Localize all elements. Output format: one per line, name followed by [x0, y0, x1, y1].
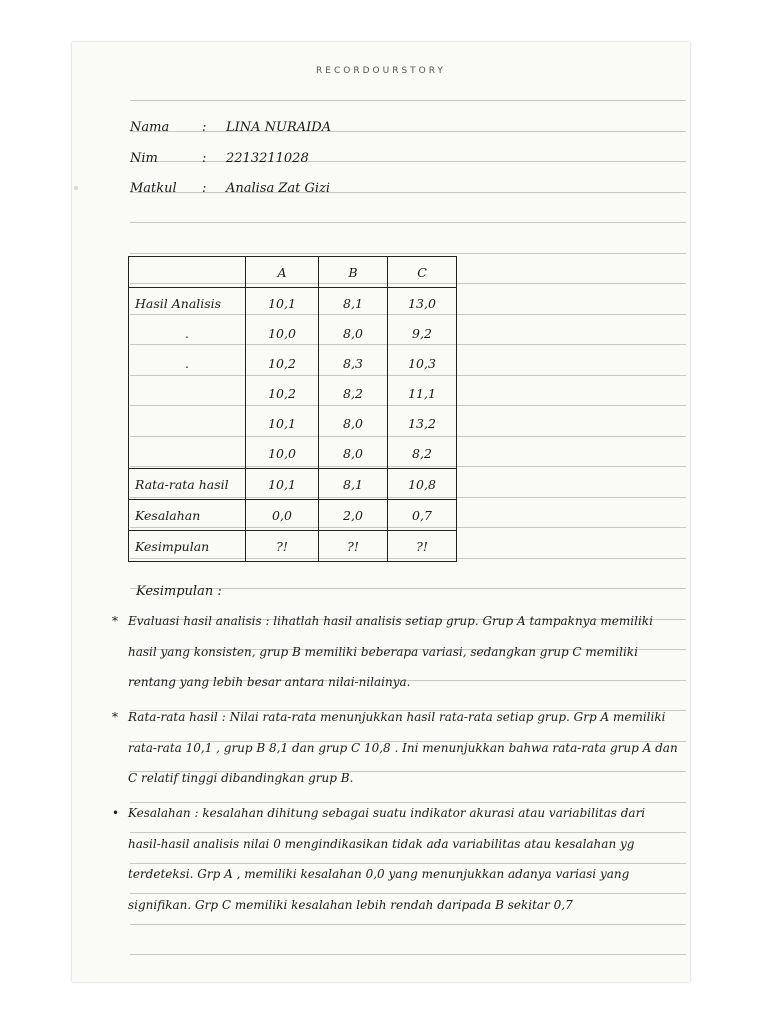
course-colon: : — [202, 181, 207, 196]
bullet-marker: • — [112, 806, 120, 820]
conclusion-c: ?! — [388, 531, 457, 562]
ruled-line — [130, 192, 686, 193]
cell-c: 13,0 — [388, 288, 457, 319]
cell-b: 8,3 — [319, 348, 388, 378]
cell-c: 10,3 — [388, 348, 457, 378]
header-b: B — [319, 257, 388, 288]
bullet-marker: * — [112, 614, 118, 628]
binder-hole — [74, 186, 78, 190]
average-row — [129, 469, 457, 500]
error-a: 0,0 — [246, 500, 319, 531]
table-row — [129, 318, 457, 348]
ruled-line — [130, 222, 686, 223]
average-label: Rata-rata hasil — [129, 469, 246, 500]
ruled-line — [130, 131, 686, 132]
notebook-page — [72, 42, 690, 982]
conclusion-label: Kesimpulan — [129, 531, 246, 562]
conclusion-point-error — [112, 798, 680, 920]
notebook-brand-header: RECORDOURSTORY — [316, 66, 446, 76]
table-row — [129, 348, 457, 378]
cell-b: 8,0 — [319, 438, 388, 469]
cell-c: 9,2 — [388, 318, 457, 348]
cell-c: 13,2 — [388, 408, 457, 438]
cell-b: 8,1 — [319, 288, 388, 319]
row-label: . — [129, 348, 246, 378]
table-row — [129, 438, 457, 469]
row-label — [129, 378, 246, 408]
conclusion-b: ?! — [319, 531, 388, 562]
nim-value: 2213211028 — [226, 151, 309, 166]
cell-c: 11,1 — [388, 378, 457, 408]
error-row — [129, 500, 457, 531]
name-colon: : — [202, 120, 207, 135]
name-label: Nama — [130, 120, 170, 135]
row-label — [129, 438, 246, 469]
cell-a: 10,1 — [246, 408, 319, 438]
ruled-line — [130, 954, 686, 955]
table-row — [129, 288, 457, 319]
row-label: Hasil Analisis — [129, 288, 246, 319]
error-label: Kesalahan — [129, 500, 246, 531]
cell-a: 10,1 — [246, 288, 319, 319]
conclusion-title: Kesimpulan : — [136, 584, 222, 599]
conclusion-point-text: Kesalahan : kesalahan dihitung sebagai suatu indikator akurasi atau variabilitas dari hasil-hasil analisis nilai 0 mengindikasikan tidak ada variabilitas atau kesalahan yg terdeteksi. Grp A , memiliki kesalahan 0,0 yang menunjukkan adanya variasi yang signifikan. Grp C memiliki kesalahan lebih rendah daripada B sekitar 0,7 — [128, 806, 646, 912]
header-c: C — [388, 257, 457, 288]
results-table — [128, 256, 457, 562]
course-label: Matkul — [130, 181, 177, 196]
conclusion-a: ?! — [246, 531, 319, 562]
ruled-line — [130, 100, 686, 101]
conclusion-point-average — [112, 702, 680, 794]
conclusion-point-text: Rata-rata hasil : Nilai rata-rata menunjukkan hasil rata-rata setiap grup. Grp A memiliki rata-rata 10,1 , grup B 8,1 dan grup C 10,8 . Ini menunjukkan bahwa rata-rata grup A dan C relatif tinggi dibandingkan grup B. — [128, 710, 678, 785]
cell-c: 8,2 — [388, 438, 457, 469]
cell-b: 8,0 — [319, 318, 388, 348]
ruled-line — [130, 924, 686, 925]
row-label: . — [129, 318, 246, 348]
average-b: 8,1 — [319, 469, 388, 500]
cell-a: 10,0 — [246, 438, 319, 469]
conclusion-row — [129, 531, 457, 562]
ruled-line — [130, 161, 686, 162]
course-value: Analisa Zat Gizi — [226, 181, 331, 196]
cell-a: 10,2 — [246, 348, 319, 378]
row-label — [129, 408, 246, 438]
cell-b: 8,0 — [319, 408, 388, 438]
name-value: LINA NURAIDA — [226, 120, 332, 135]
table-header-row — [129, 257, 457, 288]
conclusion-point-text: Evaluasi hasil analisis : lihatlah hasil analisis setiap grup. Grup A tampaknya memiliki hasil yang konsisten, grup B memiliki beberapa variasi, sedangkan grup C memiliki rentang yang lebih besar antara nilai-nilainya. — [128, 614, 653, 689]
average-c: 10,8 — [388, 469, 457, 500]
header-blank — [129, 257, 246, 288]
average-a: 10,1 — [246, 469, 319, 500]
ruled-line — [130, 253, 686, 254]
nim-colon: : — [202, 151, 207, 166]
cell-a: 10,2 — [246, 378, 319, 408]
error-c: 0,7 — [388, 500, 457, 531]
table-row — [129, 408, 457, 438]
error-b: 2,0 — [319, 500, 388, 531]
table-row — [129, 378, 457, 408]
cell-a: 10,0 — [246, 318, 319, 348]
conclusion-point-evaluation — [112, 606, 680, 698]
header-a: A — [246, 257, 319, 288]
cell-b: 8,2 — [319, 378, 388, 408]
bullet-marker: * — [112, 710, 118, 724]
nim-label: Nim — [130, 151, 158, 166]
